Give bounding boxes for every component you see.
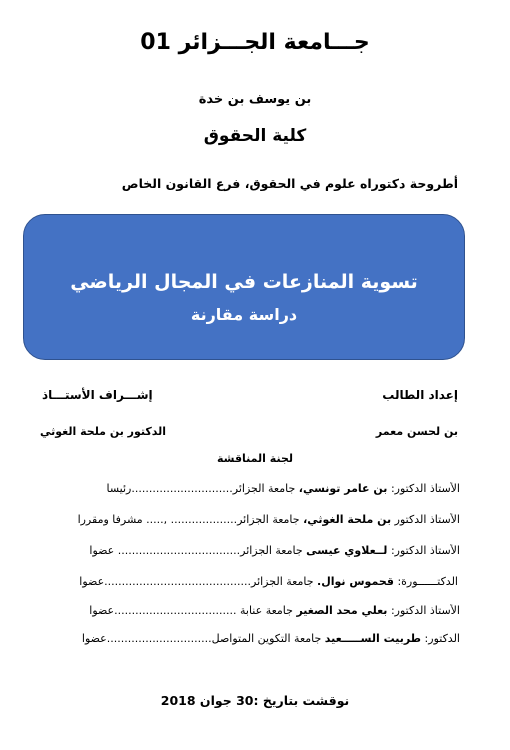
- member-title: الأستاذ الدكتور: [394, 513, 460, 526]
- supervisor-label: إشـــراف الأستـــاذ: [42, 388, 153, 402]
- member-name: طربيت الســـــعيد: [324, 632, 422, 645]
- member-name: بن ملحة الغوثي،: [303, 513, 392, 526]
- thesis-title-box: [23, 214, 465, 360]
- member-name: لــعلاوي عيسى: [306, 544, 388, 557]
- member-role: عضوا: [89, 604, 115, 617]
- prepared-by-label: إعداد الطالب: [382, 388, 458, 402]
- member-title: الدكتور:: [424, 632, 460, 645]
- member-affiliation: جامعة الجزائر: [251, 575, 314, 588]
- member-role: مشرفا ومقررا: [77, 513, 143, 526]
- member-role: عضوا: [81, 632, 107, 645]
- member-name: بن عامر تونسي،: [298, 482, 388, 495]
- student-name: بن لحسن معمر: [375, 425, 458, 438]
- member-affiliation: جامعة الجزائر: [240, 544, 303, 557]
- member-affiliation: جامعة الجزائر: [237, 513, 300, 526]
- member-role: عضوا: [89, 544, 115, 557]
- member-dots: ..........................................: [104, 575, 251, 588]
- member-role: عضوا: [79, 575, 105, 588]
- member-title: الأستاذ الدكتور:: [390, 482, 460, 495]
- committee-member: [40, 544, 460, 560]
- member-role: رئيسا: [106, 482, 132, 495]
- committee-member: [38, 575, 458, 591]
- member-affiliation: جامعة الجزائر: [232, 482, 296, 495]
- committee-member: [40, 604, 460, 620]
- defense-date: نوقشت بتاريخ :30 جوان 2018: [160, 693, 350, 708]
- thesis-subtitle: دراسة مقارنة: [190, 305, 298, 324]
- member-affiliation: جامعة عنابة: [240, 604, 293, 617]
- member-title: الأستاذ الدكتور:: [390, 544, 460, 557]
- committee-member: [40, 482, 460, 498]
- degree-line: أطروحة دكتوراه علوم في الحقوق، فرع القانون الخاص: [121, 176, 458, 191]
- supervisor-name: الدكتور بن ملحة الغوثي: [40, 425, 167, 438]
- member-name: بعلي محد الصغير: [296, 604, 388, 617]
- committee-member: [40, 513, 460, 529]
- member-name: قحموس نوال.: [317, 575, 394, 588]
- member-dots: ...................................: [117, 544, 241, 557]
- member-dots: ...................................: [114, 604, 237, 617]
- member-dots: .............................: [131, 482, 233, 495]
- member-title: الدكتــــــورة:: [397, 575, 458, 588]
- thesis-title: تسوية المنازعات في المجال الرياضي: [70, 271, 418, 293]
- committee-heading: لجنة المناقشة: [216, 452, 293, 465]
- university-name: جـــامعة الجـــزائر 01: [140, 30, 370, 55]
- committee-member: [40, 632, 460, 648]
- campus-name: بن يوسف بن خدة: [198, 92, 312, 107]
- member-title: الأستاذ الدكتور:: [390, 604, 460, 617]
- member-dots: ..............................: [106, 632, 212, 645]
- member-dots: ................... ,.....: [146, 513, 238, 526]
- faculty-name: كلية الحقوق: [203, 126, 307, 146]
- member-affiliation: جامعة التكوين المتواصل: [211, 632, 322, 645]
